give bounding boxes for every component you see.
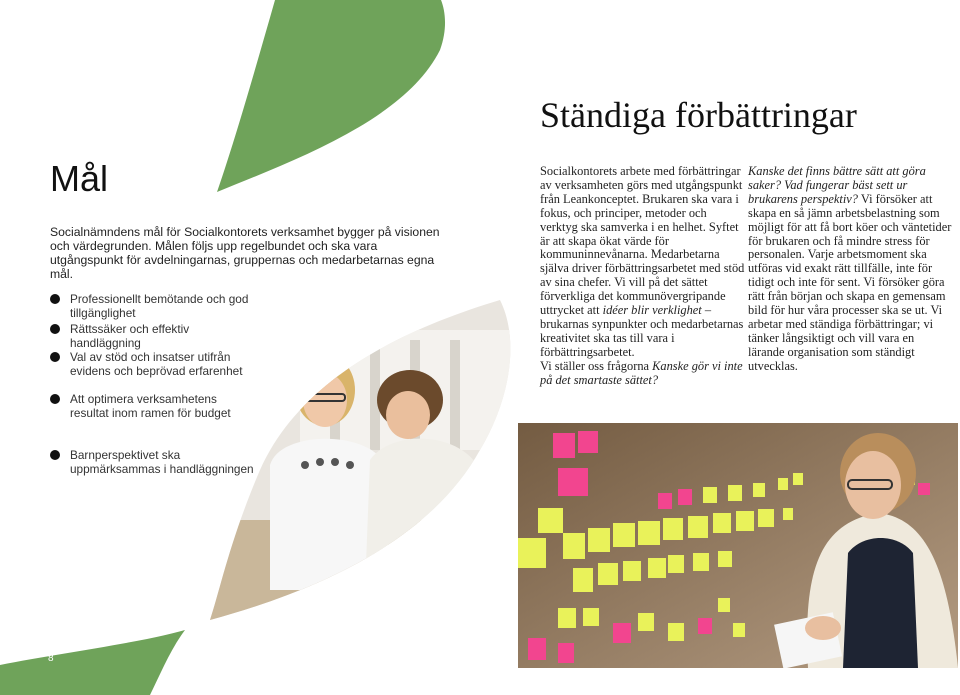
goal-text: Rättssäker och effektiv handläggning xyxy=(70,322,190,350)
goal-text: Professionellt bemötande och god tillgänglighet xyxy=(70,292,249,320)
bullet-icon xyxy=(50,324,60,334)
goal-item xyxy=(50,350,255,378)
paragraph xyxy=(540,165,745,360)
goal-item xyxy=(50,448,255,476)
emphasis-text: Kanske det finns bättre sätt att göra saker? Vad fungerar bäst sett ur brukarens perspektiv? xyxy=(748,164,926,206)
intro-text: Socialnämndens mål för Socialkontorets verksamhet bygger på visionen och värdegrunden. Målen följs upp regelbundet och ska vara utgångspunkt för avdelningarnas, gruppernas och medarbetarnas egna mål. xyxy=(50,225,440,281)
text-run: Vi försöker att skapa en så jämn arbetsbelastning som möjligt för att få bort köer och väntetider för brukaren och få mindre stress för personalen. Varje arbetsmoment ska utföras vid exakt rätt tillfälle, inte för tidigt och inte för sent. Vi försöker göra rätt från början och skapa en gemensam bild för hur våra processer ska se ut. Vi arbetar med ständiga förbättringar; vi tänker långsiktigt och vill vara en lärande organisation som ständigt utvecklas. xyxy=(748,191,952,373)
goal-text: Barnperspektivet ska uppmärksammas i handläggningen xyxy=(70,448,254,476)
text-run: – brukarnas synpunkter och medarbetarnas kreativitet ska tas till vara i förbättringsarbetet. xyxy=(540,303,744,359)
photo-woman-at-post-it-board xyxy=(518,423,958,668)
text-run: Socialkontorets arbete med förbättringar av verksamheten görs med utgångspunkt från Leankonceptet. Brukaren ska vara i fokus, och principer, metoder och verktyg ska samverka i en helhet. Syftet är att skapa ökat värde för kommuninnevånarna. Medarbetarna själva driver förbättringsarbetet med stöd av sina chefer. Vi vill på det sättet förverkliga det kommunövergripande uttrycket att xyxy=(540,164,745,318)
goal-text: Val av stöd och insatser utifrån evidens och beprövad erfarenhet xyxy=(70,350,243,378)
section-title: Ständiga förbättringar xyxy=(540,95,857,135)
goal-item xyxy=(50,392,255,420)
bullet-icon xyxy=(50,450,60,460)
emphasis-text: Kanske gör vi inte på det smartaste sättet? xyxy=(540,358,743,387)
page-number: 8 xyxy=(48,653,54,664)
bullet-icon xyxy=(50,352,60,362)
goal-item xyxy=(50,322,255,350)
text-run: Vi ställer oss frågorna xyxy=(540,358,653,373)
page-title: Mål xyxy=(50,158,109,199)
bullet-icon xyxy=(50,394,60,404)
green-leaf-decoration-bottom xyxy=(0,625,200,695)
text-column-2 xyxy=(748,165,953,374)
paragraph xyxy=(540,360,745,388)
bullet-icon xyxy=(50,294,60,304)
goal-text: Att optimera verksamhetens resultat inom ramen för budget xyxy=(70,392,231,420)
green-leaf-decoration-top xyxy=(205,0,450,200)
paragraph xyxy=(748,165,953,374)
emphasis-text: idéer blir verklighet xyxy=(602,303,702,318)
text-column-1 xyxy=(540,165,745,388)
goal-item xyxy=(50,292,255,320)
